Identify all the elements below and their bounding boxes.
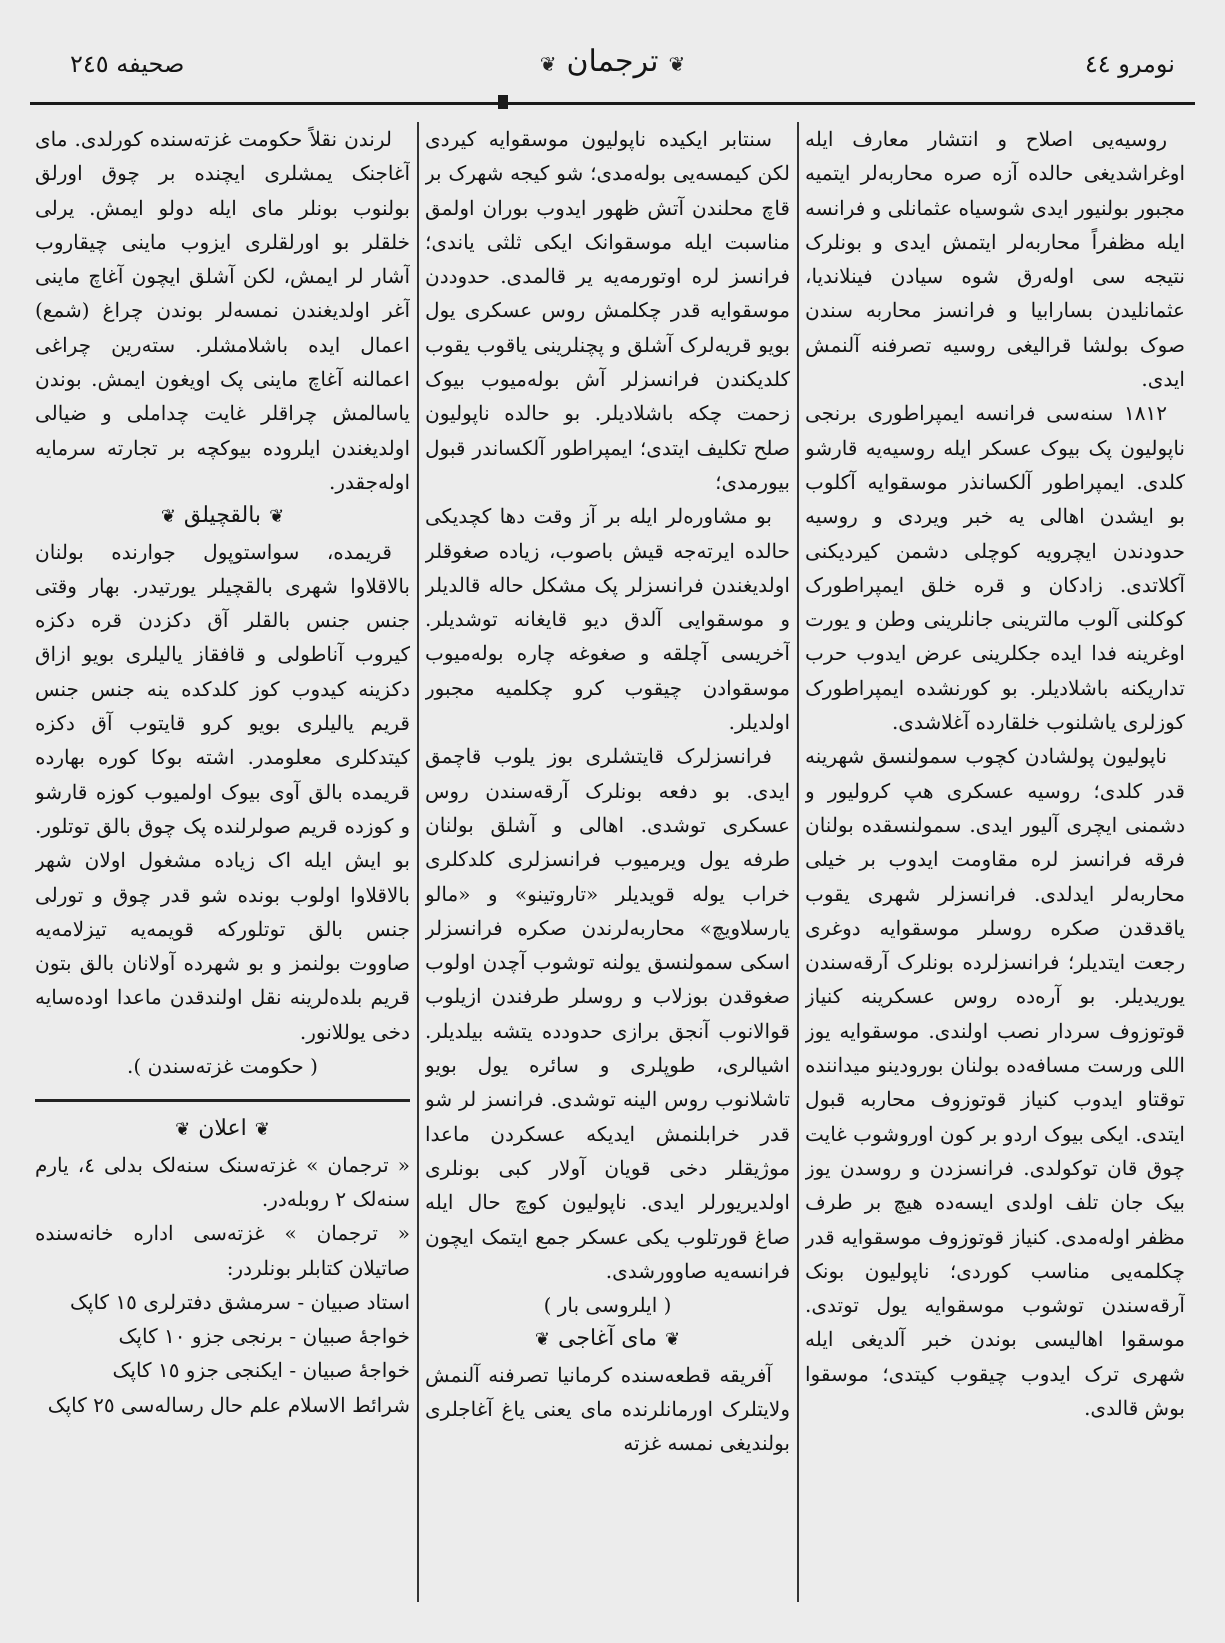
ad-line: « ترجمان » غزته‌سی اداره خانه‌سنده صاتیلان کتابلر بونلردر: (35, 1221, 410, 1280)
ornament-icon: ❦ (664, 1329, 681, 1351)
paragraph: ١٨١٢ سنه‌سی فرانسه ایمپراطوری برنجی ناپولیون پک بیوک عسکر ایله روسیه‌یه قارشو کلدی. ایمپراطور آلکسانذر موسقوایه آکلوب بو ایشدن اهالی یه خبر ویردی و روسیه حدودندن ایچرویه کوچلی دشمن کیردیکنی آکلاتدی. زادکان و قره خلق ایمپراطورک کوکلنی آلوب مالترینی جانلرینی وطن و یورت اوغرینه فدا ایده جکلرینی عرض ایدوب حرب تداریکنه باشلادیلر. بو کورنشده ایمپراطورک کوزلری یاشلنوب خلقارده آغلاشدی. (805, 401, 1185, 735)
paragraph: بو مشاوره‌لر ایله بر آز وقت دها کچدیکی حالده ایرته‌جه قیش باصوب، زیاده صغوقلر اولدیغندن فرانسزلر پک مشکل حاله قالدیلر و موسقوایی آلدق دیو قایغانه توشدیلر. آخریسی آچلقه و صغوغه چاره بوله‌میوب موسقوادن چیقوب کرو چکلمیه مجبور اولدیلر. (425, 504, 790, 735)
paragraph: آفریقه قطعه‌سنده کرمانیا تصرفنه آلنمش ولایتلرک اورمانلرنده مای یعنی یاغ آغاجلری بولندیغی نمسه غزته (425, 1362, 790, 1456)
column-middle (425, 122, 790, 1622)
column-divider (417, 122, 419, 1602)
title-text: ترجمان (566, 44, 659, 79)
ad-line: خواجهٔ صبیان - برنجی جزو ١٠ کاپک (118, 1324, 410, 1349)
section-heading (35, 499, 410, 534)
heading-text: اعلان (198, 1116, 247, 1142)
paragraph: فرانسزلرک قایتشلری بوز یلوب قاچمق ایدی. بو دفعه بونلرک آرقه‌سندن روس عسکری توشدی. اهالی و آشلق بولنان طرفه یول ویرمیوب فرانسزلری کلدکلری خراب یوله قویدیلر «تاروتینو» و «مالو یارسلاویچ» محاربه‌لرندن صکره فرانسزلر اسکی سمولنسق یولنه توشوب آچدن اولوب صغوقدن بوزلاب و روسلر طرفندن ازیلوب قوالانوب آنجق برازی حدودده یتشه بیلدیلر. اشیالری، طوپلری و سائره یول بویو تاشلانوب روس الینه توشدی. فرانسز لر شو قدر خرابلنمش ایدیکه عسکردن ماعدا موژیقلر دخی قویان آولار کبی بونلری اولدیریورلر ایدی. ناپولیون کوچ حال ایله صاغ قورتلوب یکی عسکر جمع ایتمک ایچون فرانسه‌یه صاوورشدی. (425, 744, 790, 1283)
ornament-icon: ❦ (534, 1329, 551, 1351)
heading-text: مای آغاجی (558, 1326, 657, 1352)
ad-line: « ترجمان » غزته‌سنک سنه‌لک بدلی ٤، یارم سنه‌لک ٢ روبله‌در. (35, 1152, 410, 1211)
ornament-icon: ❦ (160, 506, 176, 528)
section-heading (425, 1322, 790, 1357)
column-left (35, 122, 410, 1622)
ad-line: خواجهٔ صبیان - ایکنجی جزو ١٥ کاپک (112, 1358, 410, 1383)
ornament-icon: ❦ (254, 1119, 270, 1141)
section-rule (35, 1099, 410, 1102)
ornament-icon: ❦ (175, 1119, 191, 1141)
header-rule (30, 102, 1195, 105)
paragraph: سنتابر ایکیده ناپولیون موسقوایه کیردی لکن کیمسه‌یی بوله‌مدی؛ شو کیجه شهرک بر قاچ محلندن آتش ظهور ایدوب بوران اولمق مناسبت ایله موسقوانک ایکی ثلثی یاندی؛ فرانسز لره اوتورمه‌یه یر قالمدی. حدوددن موسقوایه قدر چکلمش روس عسکری یول بویو قریه‌لرک آشلق و پچنلرینی یاقوب یقوب کلدیکندن فرانسزلر آش بوله‌میوب بیوک زحمت چکه باشلادیلر. بو حالده ناپولیون صلح تکلیف ایتدی؛ ایمپراطور آلکساندر قبول بیورمدی؛ (425, 127, 790, 494)
paragraph: ناپولیون پولشادن کچوب سمولنسق شهرینه قدر کلدی؛ روسیه عسکری هپ کرولیور و دشمنی ایچری آلیور ایدی. سمولنسقده بولنان فرقه فرانسز لره مقاومت ایدوب بر خیلی محاربه‌لر ایدلدی. فرانسزلر شهری یقوب یاقدقدن صکره روسلر موسقوایه دوغری رجعت ایتدیلر؛ فرانسزلرده بونلرک آرقه‌سندن یوریدیلر. بو آره‌ده روس عسکرینه کنیاز قوتوزوف سردار نصب اولندی. موسقوایه یوز اللی ورست مسافه‌ده بولنان بورودینو میداننده توقتاو ایدوب کنیاز قوتوزوف محاربه قبول ایتدی. ایکی بیوک اردو بر کون اوروشوب غایت چوق قان توکولدی. فرانسزدن و روسدن یوز بیک جان تلف اولدی ایسه‌ده هیچ بر طرف مظفر اوله‌مدی. کنیاز قوتوزوف موسقوایه قدر چکلمه‌یی مناسب کوردی؛ ناپولیون بونک آرقه‌سندن توشوب موسقوایه یول توتدی. موسقوا اهالیسی بوندن خبر آلدیغی ایله شهری ترک ایدوب چیقوب کیتدی؛ موسقوا بوش قالدی. (805, 744, 1185, 1420)
source-note: ( حکومت غزته‌سندن ). (127, 1054, 318, 1079)
column-divider (797, 122, 799, 1602)
ornament-icon: ❦ (668, 52, 686, 76)
paragraph: لرندن نقلاً حکومت غزته‌سنده کورلدی. مای آغاجنک یمشلری ایچنده بر چوق اورلق بولنوب بونلر مای ایله دولو ایمش. یرلی خلقلر بو اورلقلری ایزوب ماینی چیقاروب آشار لر ایمش، لکن آشلق ایچون آغاچ ماینی آغر اولدیغندن نمسه‌لر بوندن چراغ (شمع) اعمال ایده باشلامشلر. سته‌رین چراغی اعمالنه آغاچ ماینی پک اویغون ایمش. بوندن یاسالمش چراقلر غایت چداملی و ضیالی اولدیغندن ایلروده بیوکچه بر تجارته سرمایه اوله‌جقدر. (35, 127, 410, 494)
masthead (30, 40, 1195, 120)
page-number: صحیفه ٢٤٥ (70, 50, 185, 78)
heading-text: بالقچیلق (183, 503, 262, 529)
newspaper-title (30, 44, 1195, 79)
column-right (805, 122, 1185, 1622)
ornament-icon: ❦ (539, 52, 557, 76)
continued-note: ( ایلروسی بار ) (543, 1293, 672, 1318)
ad-heading (35, 1112, 410, 1147)
ad-line: استاد صبیان - سرمشق دفترلری ١٥ کاپک (69, 1289, 410, 1314)
paragraph: قریمده، سواستوپول جوارنده بولنان بالاقلاوا شهری بالقچیلر یورتیدر. بهار وقتی جنس جنس بالقلر آق دکزدن قره دکزه کیروب آناطولی و قافقاز یالیلری بویو ازاق دکزینه کیدوب کوز کلدکده ینه جنس جنس قریم یالیلری بویو کرو قایتوب آق دکزه کیتدکلری معلومدر. اشته بوکا کوره بهارده قریمده بالق آوی بیوک اولمیوب کوزه قارشو و کوزده قریم صولرلنده پک چوق بالق توتلور. بو ایش ایله اک زیاده مشغول اولان شهر بالاقلاوا اولوب بونده شو قدر چوق و تورلی جنس بالق توتلورکه قویمه‌یه تیزلامه‌یه صاووت بولنمز و بو شهرده آولانان بالق بتون قریم بلده‌لرینه نقل اولندقدن ماعدا اوده‌سایه دخی یوللانور. (35, 539, 410, 1044)
issue-number: نومرو ٤٤ (1084, 50, 1175, 78)
ad-line: شرائط الاسلام علم حال رساله‌سی ٢٥ کاپک (47, 1392, 410, 1417)
ornament-icon: ❦ (269, 506, 285, 528)
paragraph: روسیه‌یی اصلاح و انتشار معارف ایله اوغراشدیغی حالده آزه صره محاربه‌لر ایتمیه مجبور بولنیور ایدی شوسیاه عثمانلی و فرانسه ایله مظفراً محاربه‌لر ایتمش ایدی و بونلرک نتیجه سی اوله‌رق شوه سیادن فینلاندیا، عثمانلیدن بسارابیا و فرانسز محاربه سندن صوک بولشا قرالیغی روسیه تصرفنه آلنمش ایدی. (805, 127, 1185, 392)
